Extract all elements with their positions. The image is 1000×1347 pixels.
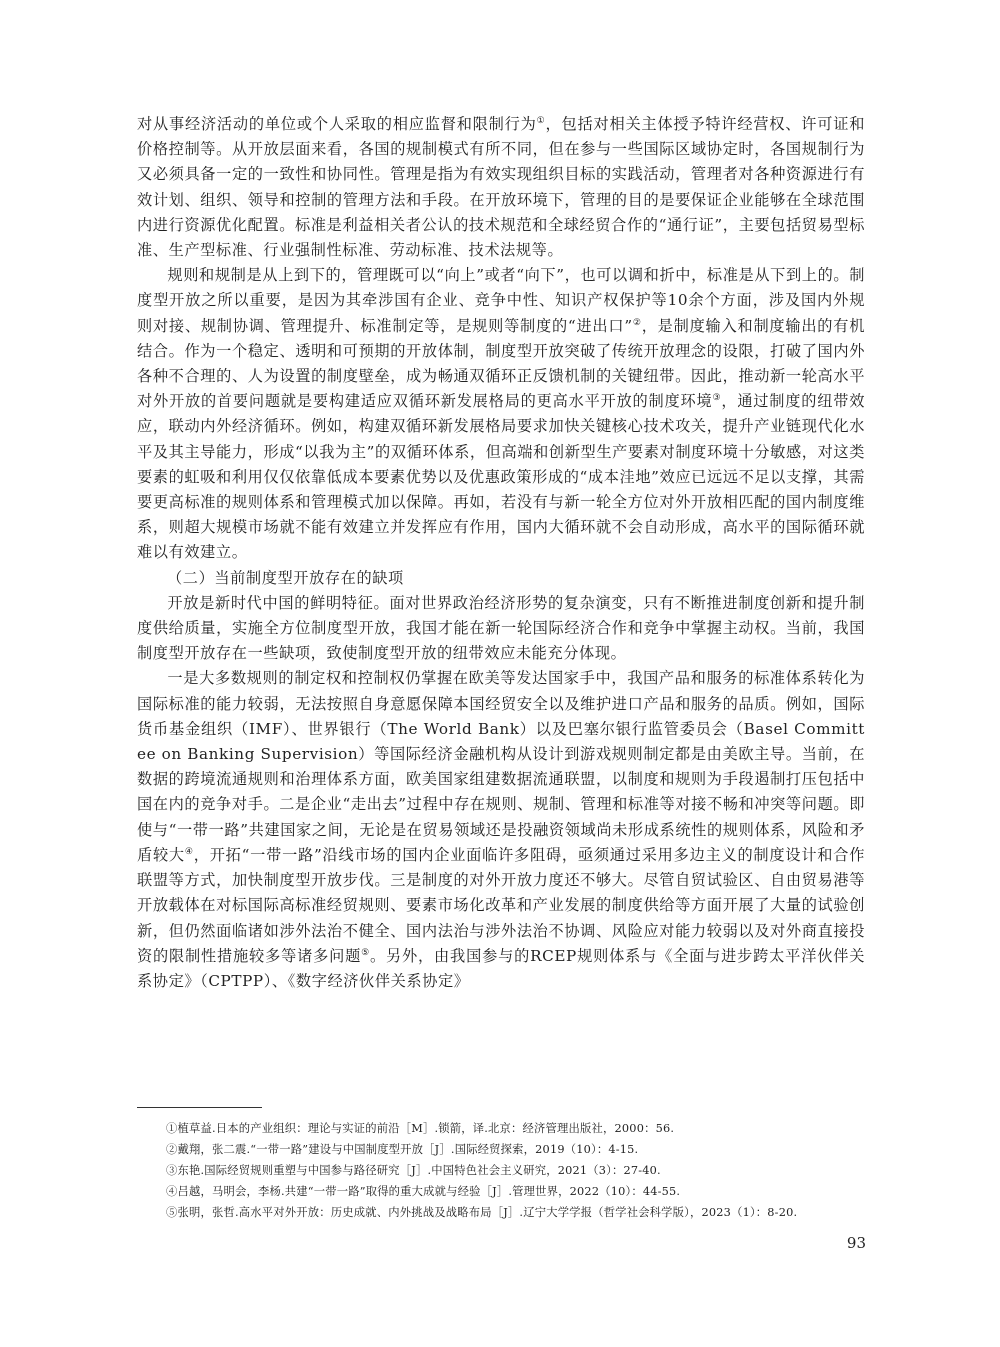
- footnote-4: ④吕越，马明会，李杨.共建“一带一路”取得的重大成就与经验［J］.管理世界，2022（10）：44-55.: [166, 1185, 681, 1198]
- footnote-divider: [137, 1107, 262, 1108]
- text: ，是制度输入和制度输出的有机结合。作为一个稳定、透明和可预期的开放体制，制度型开放突破了传统开放理念的设限，打破了国内外各种不合理的、人为设置的制度壁垒，成为畅通双循环正反馈机制的关键纽带。因此，推动新一轮高水平对外开放的首要问题就是要构建适应双循环新发展格局的更高水平开放的制度环境: [137, 316, 865, 411]
- page-number: 93: [846, 1234, 866, 1252]
- text: ，包括对相关主体授予特许经营权、许可证和价格控制等。从开放层面来看，各国的规制模式有所不同，但在参与一些国际区域协定时，各国规制行为又必须具备一定的一致性和协同性。管理是指为有效实现组织目标的实践活动，管理者对各种资源进行有效计划、组织、领导和控制的管理方法和手段。在开放环境下，管理的目的是要保证企业能够在全球范围内进行资源优化配置。标准是利益相关者公认的技术规范和全球经贸合作的“通行证”，主要包括贸易型标准、生产型标准、行业强制性标准、劳动标准、技术法规等。: [137, 115, 866, 260]
- section-heading: （二）当前制度型开放存在的缺项: [167, 568, 404, 587]
- footnote-marker-2[interactable]: ②: [632, 317, 642, 328]
- article-body: [137, 112, 865, 994]
- body-paragraph-2: [137, 263, 865, 565]
- text: ，通过制度的纽带效应，联动内外经济循环。例如，构建双循环新发展格局要求加快关键核心技术攻关，提升产业链现代化水平及其主导能力，形成“以我为主”的双循环体系，但高端和创新型生产要素对制度环境十分敏感，对这类要素的虹吸和利用仅仅依靠低成本要素优势以及优惠政策形成的“成本洼地”效应已远远不足以支撑，其需要更高标准的规则体系和管理模式加以保障。再如，若没有与新一轮全方位对外开放相匹配的国内制度维系，则超大规模市场就不能有效建立并发挥应有作用，国内大循环就不会自动形成，高水平的国际循环就难以有效建立。: [137, 392, 865, 562]
- text: 规则和规制是从上到下的，管理既可以“向上”或者“向下”，也可以调和折中，标准是从下到上的。制度型开放之所以重要，是因为其牵涉国有企业、竞争中性、知识产权保护等10余个方面，涉及国内外规则对接、规制协调、管理提升、标准制定等，是规则等制度的“进出口”: [137, 266, 865, 335]
- body-paragraph-1: [137, 112, 865, 263]
- footnote-marker-3[interactable]: ③: [712, 393, 722, 404]
- text: 对从事经济活动的单位或个人采取的相应监督和限制行为: [137, 115, 537, 133]
- footnotes: [166, 1118, 866, 1223]
- footnote-2: ②戴翔，张二震.“一带一路”建设与中国制度型开放［J］.国际经贸探索，2019（10）：4-15.: [166, 1143, 639, 1156]
- footnote-marker-4[interactable]: ④: [184, 846, 194, 857]
- text: 。另外，由我国参与的RCEP规则体系与《全面与进步跨太平洋伙伴关系协定》（CPTPP）、《数字经济伙伴关系协定》: [137, 946, 866, 990]
- footnote-marker-1[interactable]: ①: [536, 115, 546, 126]
- text: 一是大多数规则的制定权和控制权仍掌握在欧美等发达国家手中，我国产品和服务的标准体系转化为国际标准的能力较弱，无法按照自身意愿保障本国经贸安全以及维护进口产品和服务的品质。例如，国际货币基金组织（IMF）、世界银行（The World Bank）以及巴塞尔银行监管委员会（Basel Committee on Banking Supervision）等国际经济金融机构从设计到游戏规则制定都是由美欧主导。当前，在数据的跨境流通规则和治理体系方面，欧美国家组建数据流通联盟，以制度和规则为手段遏制打压包括中国在内的竞争对手。二是企业“走出去”过程中存在规则、规制、管理和标准等对接不畅和冲突等问题。即使与“一带一路”共建国家之间，无论是在贸易领域还是投融资领域尚未形成系统性的规则体系，风险和矛盾较大: [137, 669, 865, 864]
- text: ，开拓“一带一路”沿线市场的国内企业面临许多阻碍，亟须通过采用多边主义的制度设计和合作联盟等方式，加快制度型开放步伐。三是制度的对外开放力度还不够大。尽管自贸试验区、自由贸易港等开放载体在对标国际高标准经贸规则、要素市场化改革和产业发展的制度供给等方面开展了大量的试验创新，但仍然面临诸如涉外法治不健全、国内法治与涉外法治不协调、风险应对能力较弱以及对外商直接投资的限制性措施较多等诸多问题: [137, 845, 865, 965]
- body-paragraph-4: [137, 666, 865, 994]
- footnote-1: ①植草益.日本的产业组织：理论与实证的前沿［M］.锁箭，译.北京：经济管理出版社，2000：56.: [166, 1122, 675, 1135]
- body-paragraph-3: 开放是新时代中国的鲜明特征。面对世界政治经济形势的复杂演变，只有不断推进制度创新和提升制度供给质量，实施全方位制度型开放，我国才能在新一轮国际经济合作和竞争中掌握主动权。当前，我国制度型开放存在一些缺项，致使制度型开放的纽带效应未能充分体现。: [137, 593, 865, 663]
- footnote-5: ⑤张明，张哲.高水平对外开放：历史成就、内外挑战及战略布局［J］.辽宁大学学报（哲学社会科学版），2023（1）：8-20.: [166, 1206, 798, 1219]
- footnote-3: ③东艳.国际经贸规则重塑与中国参与路径研究［J］.中国特色社会主义研究，2021（3）：27-40.: [166, 1164, 661, 1177]
- footnote-marker-5[interactable]: ⑤: [361, 947, 371, 958]
